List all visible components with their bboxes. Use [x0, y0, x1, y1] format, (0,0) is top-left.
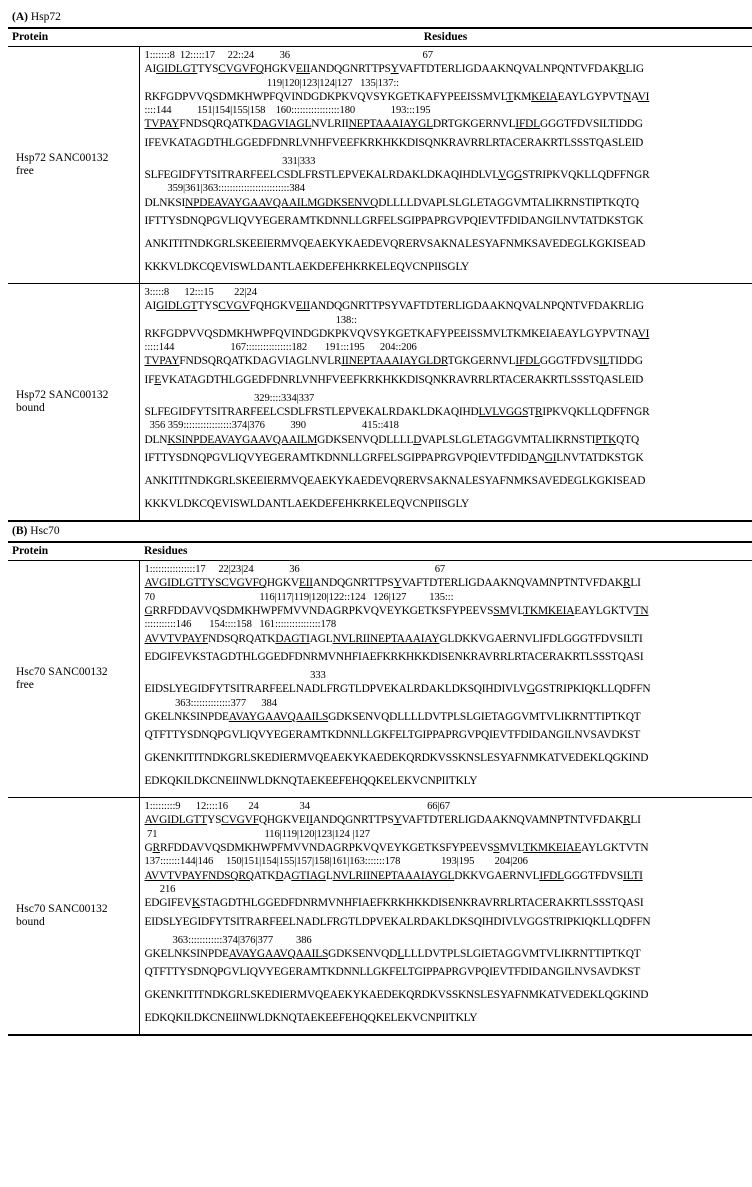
highlighted-residues: EII — [295, 63, 310, 76]
sequence-line — [145, 841, 751, 855]
residue-run: GKELNKSINPDE — [144, 947, 229, 960]
residue-number-line: 333 — [144, 669, 326, 681]
highlighted-residues: NPDE — [185, 433, 215, 446]
residue-run: ATK — [253, 869, 276, 882]
residue-run: L — [325, 869, 333, 882]
residue-run: TIDDG — [608, 355, 643, 368]
residue-run: LLLDVTPLSLGIETAGGVMTVLIKRNTTIPTKQT — [403, 947, 641, 960]
residue-run: AYLGKTV — [581, 604, 634, 617]
sequence-line — [145, 493, 751, 516]
sequence-line — [145, 405, 751, 419]
residue-run: ANDQGNRTTPS — [312, 577, 394, 590]
highlighted-residues: NDSQRQ — [208, 869, 254, 882]
sequence-line — [145, 747, 751, 770]
highlighted-residues: IL — [599, 355, 609, 368]
residue-run: GKENKITITNDKGRLSKEDIERMVQEAEKYKAEDEKQRDKVSSKNSLESYAFNMKATVEDEKLQGKIND — [144, 752, 649, 765]
residue-run: EIDSLYEGIDFYTSITRARFEELNADLFRGTLDPVEKALRDAKLDKSQIHDIVLV — [144, 683, 527, 696]
residue-run: T — [528, 406, 535, 419]
protein-name: Hsc70 SANC00132 — [16, 665, 108, 678]
protein-name: Hsp72 SANC00132 — [16, 151, 109, 164]
highlighted-residues: AV — [144, 814, 160, 827]
highlighted-residues: TIA — [299, 869, 318, 882]
residues-cell — [139, 284, 752, 522]
residue-run: G — [506, 169, 515, 182]
residue-number-line: 71 116|119|120|123|124 |127 — [144, 828, 370, 840]
highlighted-residues: TKM — [523, 841, 548, 854]
highlighted-residues: G — [526, 683, 535, 696]
residue-run: GDKSENVQDLLLLDVTPLSLGIETAGGVMTVLIKRNTTIPTKQT — [328, 710, 641, 723]
highlighted-residues: CVGVFQ — [218, 63, 264, 76]
residue-run: G — [144, 841, 153, 854]
residue-run: IF — [144, 373, 155, 386]
residue-run: QTFTTYSDNQPGVLIQVYEGERAMTKDNNLLGKFELTGIPPAPRGVPQIEVTFDIDANGILNVSAVDKST — [144, 729, 641, 742]
sequence-line — [145, 724, 751, 747]
sequence-line — [145, 576, 751, 590]
residue-run: VAPLSLGLETAGGVMTALIKRNSTI — [421, 433, 596, 446]
residue-run: GLDKKVGAERNVLIFDLGGGTFDVSILTI — [439, 632, 643, 645]
residue-run: GGGTFDVS — [539, 355, 600, 368]
highlighted-residues: A — [528, 452, 537, 465]
residue-run: ANKITITNDKGRLSKEEIERMVQEAEKYKAEDEVQRERVSAKNALESYAFNMKSAVEDEGLKGKISEAD — [144, 475, 646, 488]
protein-label — [8, 798, 139, 1036]
highlighted-residues: DAGVIAGL — [252, 118, 312, 131]
residue-run: RKFGDPVVQSDMKHWPFQVINDGDKPKVQVSYKGETKAFYPEEISSMVLTKMKEIAEAYLGYPVTNA — [144, 327, 638, 340]
highlighted-residues: IFDL — [515, 118, 540, 131]
highlighted-residues: AVVTVPAYF — [144, 869, 209, 882]
highlighted-residues: AVVTVPAYF — [144, 632, 209, 645]
highlighted-residues: T — [506, 90, 514, 103]
residues-cell — [139, 47, 752, 284]
highlighted-residues: KEIA — [547, 841, 575, 854]
section-title: Hsc70 — [30, 525, 60, 538]
residue-run: EDGIFEV — [144, 897, 192, 910]
table-row — [8, 47, 752, 284]
sequence-line — [145, 961, 751, 984]
residue-run: AYLGYPVT — [564, 90, 624, 103]
residue-run: STAGDTHLGGEDFDNRMVNHFIAEFKRKHKKDISENKRAVRRLRTACERAKRTLSSSTQASI — [199, 897, 644, 910]
highlighted-residues: AVAYGAAVQAAILMGDKSENVQ — [214, 196, 379, 209]
highlighted-residues: NVLRIINEPTAAAIAY — [332, 632, 440, 645]
residue-number-line: 137:::::::144|146 150|151|154|155|157|158|161|163:::::::178 193|195 204|206 — [144, 856, 528, 868]
sequence-line — [145, 646, 751, 669]
residue-run: IFEVKATAGDTHLGGEDFDNRL — [144, 136, 302, 149]
residue-run: EDGIFEVKSTAGDTHLGGEDFDNRMVNHFIAEFKRKHKKDISENKRAVRRLRTACERAKRTLSSSTQASI — [144, 650, 644, 663]
sequence-line — [145, 604, 751, 618]
residue-run: HGKV — [263, 63, 296, 76]
section-title: Hsp72 — [30, 11, 61, 23]
sequence-line — [145, 984, 751, 1007]
residue-run: TYS — [197, 63, 219, 76]
residue-run: ANDQGNRTTPS — [309, 63, 391, 76]
highlighted-residues: KSI — [167, 433, 186, 446]
section-tag: (A) — [12, 11, 28, 23]
sequence-line — [145, 299, 751, 313]
residue-run: LNVTATDKSTGK — [556, 452, 644, 465]
sequence-line — [145, 233, 751, 256]
highlighted-residues: G — [144, 604, 153, 617]
residue-run: A — [631, 90, 638, 103]
residue-number-line: 363::::::::::::::377 384 — [144, 697, 277, 709]
residue-number-line: 1:::::::::9 12::::16 24 34 66|67 — [144, 801, 450, 813]
highlighted-residues: Y — [390, 63, 399, 76]
residue-run: QHGKVEI — [258, 814, 310, 827]
sequence-block — [145, 563, 751, 793]
residue-run: VL — [509, 604, 524, 617]
highlighted-residues: Y — [393, 577, 402, 590]
highlighted-residues: CVGVF — [221, 814, 259, 827]
highlighted-residues: E — [574, 841, 582, 854]
residue-run: DLN — [144, 433, 168, 446]
highlighted-residues: E — [154, 373, 161, 386]
protein-label — [8, 561, 139, 798]
residue-run: IPKVQKLLQDFFNGR — [542, 406, 650, 419]
residue-run: DLNKSI — [144, 196, 186, 209]
highlighted-residues: I — [309, 814, 313, 827]
residue-run: LI — [630, 814, 641, 827]
sequence-block — [145, 800, 751, 1030]
residue-run: DLLLLDVAPLSLGLETAGGVMTALIKRNSTIPTKQTQ — [378, 196, 639, 209]
residue-run: VKATAGDTHLGGEDFDNRLVNHFVEEFKRKHKKDISQNKRAVRRLRTACERAKRTLSSSTQASLEID — [161, 373, 644, 386]
highlighted-residues: VI — [637, 90, 650, 103]
residue-run: AI — [144, 63, 157, 76]
highlighted-residues: AVAYGAAVQAAILS — [228, 710, 329, 723]
residue-run: TYS — [197, 300, 219, 313]
highlighted-residues: NPDE — [185, 196, 215, 209]
highlighted-residues: V — [497, 169, 507, 182]
sequence-line — [145, 210, 751, 233]
residue-run: NVLRII — [311, 118, 349, 131]
sequence-line — [145, 196, 751, 210]
residue-run: YS — [207, 814, 222, 827]
highlighted-residues: S — [493, 841, 500, 854]
highlighted-residues: R — [534, 406, 543, 419]
sequence-line — [145, 1007, 751, 1030]
residue-run: LI — [630, 577, 641, 590]
protein-label — [8, 47, 139, 284]
residue-number-line: 216 — [144, 883, 176, 895]
residue-run: GDKSENVQD — [328, 947, 398, 960]
residue-run: VAFTDTERLIGDAAKNQVAMNPTNTVFDAK — [401, 814, 624, 827]
highlighted-residues: GIDLGTT — [159, 814, 208, 827]
highlighted-residues: VI — [637, 327, 650, 340]
residue-run: GGGTFDVS — [563, 869, 624, 882]
sequence-line — [145, 117, 751, 131]
highlighted-residues: G — [317, 869, 326, 882]
protein-name: Hsp72 SANC00132 — [16, 388, 109, 401]
residue-run: MVL — [499, 841, 524, 854]
highlighted-residues: TI — [632, 869, 643, 882]
residue-run: FNDSQRQATK — [179, 118, 253, 131]
highlighted-residues: AV — [144, 577, 160, 590]
residue-run: GGGTFDVSILTIDDG — [539, 118, 643, 131]
column-header-protein: Protein — [8, 28, 139, 47]
sequence-line — [145, 869, 751, 883]
sequence-line — [145, 710, 751, 724]
highlighted-residues: KEIA — [531, 90, 558, 103]
highlighted-residues: NVLRIINEPTAAA — [332, 869, 421, 882]
residue-run: EDKQKILDKCNEIINWLDKNQTAEKEEFEHQQKELEKVCNPIITKLY — [144, 775, 478, 788]
residue-number-line: 119|120|123|124|127 135|137:: — [144, 77, 400, 89]
residue-run: KKKVLDKCQEVISWLDANTLAEKDEFEHKRKELEQVCNPIISGLY — [144, 498, 470, 511]
highlighted-residues: TVPAY — [144, 355, 180, 368]
protein-name: Hsc70 SANC00132 — [16, 902, 108, 915]
highlighted-residues: R — [618, 63, 626, 76]
protein-state: free — [16, 679, 34, 692]
residue-run: LIG — [625, 63, 644, 76]
highlighted-residues: N — [623, 90, 632, 103]
highlighted-residues: NEPTAAAIAYGL — [348, 118, 433, 131]
highlighted-residues: CVGV — [218, 300, 250, 313]
highlighted-residues: I — [420, 869, 425, 882]
residue-run: VAFTDTERLIGDAAKNQVAMNPTNTVFDAK — [401, 577, 623, 590]
residue-run: TGKGERNVL — [447, 355, 516, 368]
protein-state: bound — [16, 402, 45, 415]
residue-run: ANKITITNDKGRLSKEEIERMVQEAEKYKAEDEVQRERVSAKNALESYAFNMKSAVEDEGLKGKISEAD — [144, 238, 646, 251]
residues-cell — [139, 798, 752, 1036]
highlighted-residues: EII — [298, 577, 313, 590]
residue-number-line: 1:::::::8 12:::::17 22::24 36 67 — [144, 50, 433, 61]
highlighted-residues: GIDLGT — [156, 300, 198, 313]
sequence-block — [145, 49, 751, 279]
protein-label — [8, 284, 139, 522]
table-row — [8, 284, 752, 522]
sequence-line — [145, 354, 751, 368]
residue-number-line: 70 116|117|119|120|122::124 126|127 135::: — [144, 591, 454, 603]
residue-run: NDSQRQATK — [208, 632, 276, 645]
sequence-line — [145, 911, 751, 934]
residue-run: KM — [513, 90, 532, 103]
residue-run: QTQ — [616, 433, 639, 446]
protein-state: bound — [16, 916, 45, 929]
residue-run: SLFEGIDFYTSITRARFEELCSDLFRSTLEPVEKALRDAKLDKAQIHDLVL — [144, 169, 498, 182]
highlighted-residues: EII — [295, 300, 310, 313]
sequence-line — [145, 632, 751, 646]
residue-run: N — [536, 452, 545, 465]
highlighted-residues: GIDLGT — [156, 63, 198, 76]
sequence-line — [145, 62, 751, 76]
residue-run: RFDDAVVQSDMKHWPFMVVNDAGRPKVQVEYKGETKSFYPEEVS — [159, 841, 494, 854]
residue-number-line: 1::::::::::::::::17 22|23|24 36 67 — [144, 564, 446, 576]
highlighted-residues: R — [623, 814, 631, 827]
highlighted-residues: M — [307, 433, 318, 446]
highlighted-residues: D — [275, 869, 284, 882]
residue-run: VNHFVEEFKRKHKKDISQNKRAVRRLRTACERAKRTLSSSTQASLEID — [301, 136, 644, 149]
protein-state: free — [16, 165, 34, 178]
residue-number-line: 329::::334|337 — [144, 392, 315, 404]
sequence-line — [145, 433, 751, 447]
highlighted-residues: KEIA — [547, 604, 575, 617]
residue-run: E — [574, 604, 582, 617]
residue-number-line: :::::144 167::::::::::::::::182 191:::195 204::206 — [144, 342, 417, 354]
residue-run: RKFGDPVVQSDMKHWPFQVINDGDKPKVQVSYKGETKAFYPEEISSMVL — [144, 90, 507, 103]
highlighted-residues: SM — [493, 604, 510, 617]
sequence-line — [145, 90, 751, 104]
residue-run: AI — [144, 300, 157, 313]
table-header-row — [8, 28, 752, 47]
highlighted-residues: TKM — [523, 604, 548, 617]
highlighted-residues: GI — [544, 452, 557, 465]
highlighted-residues: AYGL — [424, 869, 455, 882]
sequence-table-1 — [8, 541, 752, 1036]
highlighted-residues: TN — [633, 604, 649, 617]
residue-run: EIDSLYEGIDFYTSITRARFEELNADLFRGTLDPVEKALRDAKLDKSQIHDIVLVGGSTRIPKIQKLLQDFFN — [144, 915, 651, 928]
residue-run: QTFTTYSDNQPGVLIQVYEGERAMTKDNNLLGKFELTGIPPAPRGVPQIEVTFDIDANGILNVSAVDKST — [144, 966, 641, 979]
column-header-protein: Protein — [8, 542, 139, 561]
highlighted-residues: IL — [623, 869, 633, 882]
highlighted-residues: D — [413, 433, 422, 446]
sections-container — [8, 8, 748, 1036]
residue-run: RRFDDAVVQSDMKHWPFMVVNDAGRPKVQVEYKGETKSFYPEEVS — [152, 604, 494, 617]
residue-number-line: :::::::::::146 154::::158 161::::::::::::::::178 — [144, 619, 337, 631]
highlighted-residues: Y — [393, 814, 402, 827]
residue-run: GDKSENVQDLLLL — [317, 433, 414, 446]
highlighted-residues: R — [152, 841, 160, 854]
sequence-block — [145, 286, 751, 516]
highlighted-residues: DAGTI — [275, 632, 310, 645]
residue-number-line: 331|333 — [144, 155, 316, 167]
residue-number-line: ::::144 151|154|155|158 160:::::::::::::::::180 193:::195 — [144, 105, 431, 117]
residue-run: A — [283, 869, 292, 882]
residue-run: KKKVLDKCQEVISWLDANTLAEKDEFEHKRKELEQVCNPIISGLY — [144, 261, 470, 274]
highlighted-residues: GIDLGTTYSCVGVFQ — [159, 577, 267, 590]
highlighted-residues: G — [291, 869, 300, 882]
highlighted-residues: L — [397, 947, 404, 960]
sequence-line — [145, 682, 751, 696]
residue-run: FQHGKV — [249, 300, 296, 313]
residue-run: IFTTYSDNQPGVLIQVYEGERAMTKDNNLLGRFELSGIPPAPRGVPQIEVTFDIDANGILNVTATDKSTGK — [144, 215, 644, 228]
residue-run: DRTGKGERNVL — [432, 118, 516, 131]
highlighted-residues: LVLVGGS — [478, 406, 529, 419]
residue-run: GKENKITITNDKGRLSKEDIERMVQEAEKYKAEDEKQRDKVSSKNSLESYAFNMKATVEDEKLQGKIND — [144, 989, 649, 1002]
highlighted-residues: K — [191, 897, 200, 910]
highlighted-residues: S — [321, 947, 329, 960]
residue-run: DKKVGAERNVL — [454, 869, 540, 882]
residue-run: HGKV — [266, 577, 299, 590]
residue-run: SLFEGIDFYTSITRARFEELCSDLFRSTLEPVEKALRDAKLDKAQIHD — [144, 406, 479, 419]
residue-number-line: 3:::::8 12:::15 22|24 — [144, 287, 257, 299]
sequence-line — [145, 470, 751, 493]
highlighted-residues: IFDL — [515, 355, 540, 368]
sequence-line — [145, 132, 751, 155]
table-row — [8, 798, 752, 1036]
section-caption-0 — [8, 8, 748, 27]
residue-run: EDKQKILDKCNEIINWLDKNQTAEKEEFEHQQKELEKVCNPIITKLY — [144, 1012, 478, 1025]
table-header-row — [8, 542, 752, 561]
highlighted-residues: TVPAY — [144, 118, 180, 131]
residue-number-line: 359|361|363:::::::::::::::::::::::::384 — [144, 183, 305, 195]
section-tag: (B) — [12, 525, 28, 538]
residue-run: STRIPKVQKLLQDFFNGR — [522, 169, 650, 182]
sequence-line — [145, 168, 751, 182]
residue-run: VAFTDTERLIGDAAKNQVALNPQNTVFDAK — [398, 63, 619, 76]
residue-number-line: 138:: — [144, 314, 357, 326]
section-caption-1 — [8, 522, 748, 541]
sequence-line — [145, 327, 751, 341]
highlighted-residues: G — [514, 169, 523, 182]
residue-run: GKELNKSINPDE — [144, 710, 229, 723]
sequence-line — [145, 369, 751, 392]
highlighted-residues: R — [623, 577, 631, 590]
residue-number-line: 356 359:::::::::::::::::374|376 390 415::418 — [144, 420, 399, 432]
sequence-table-0 — [8, 27, 752, 522]
highlighted-residues: AVAYGAAVQAAIL — [214, 433, 308, 446]
column-header-residues: Residues — [139, 542, 752, 561]
residue-number-line: 363::::::::::::374|376|377 386 — [144, 934, 312, 946]
residue-run: IFTTYSDNQPGVLIQVYEGERAMTKDNNLLGRFELSGIPPAPRGVPQIEVTFDID — [144, 452, 529, 465]
sequence-line — [145, 813, 751, 827]
highlighted-residues: IINEPTAAAIAYGLDR — [341, 355, 448, 368]
table-row — [8, 561, 752, 798]
residue-run: AYLGKTVTN — [581, 841, 649, 854]
highlighted-residues: IFDL — [539, 869, 564, 882]
residue-run: ANDQGNRTTPS — [312, 814, 394, 827]
sequence-line — [145, 447, 751, 470]
residue-run: E — [557, 90, 565, 103]
highlighted-residues: PTK — [595, 433, 617, 446]
residue-run: AGL — [309, 632, 333, 645]
sequence-line — [145, 896, 751, 910]
residue-run: FNDSQRQATKDAGVIAGLNVLR — [179, 355, 342, 368]
residues-cell — [139, 561, 752, 798]
sequence-line — [145, 947, 751, 961]
residue-run: ANDQGNRTTPSYVAFTDTERLIGDAAKNQVALNPQNTVFDAKRLIG — [309, 300, 644, 313]
sequence-line — [145, 770, 751, 793]
sequence-line — [145, 256, 751, 279]
residue-run: GSTRIPKIQKLLQDFFN — [534, 683, 651, 696]
highlighted-residues: AVAYGAAVQAAIL — [228, 947, 322, 960]
column-header-residues: Residues — [139, 28, 752, 47]
